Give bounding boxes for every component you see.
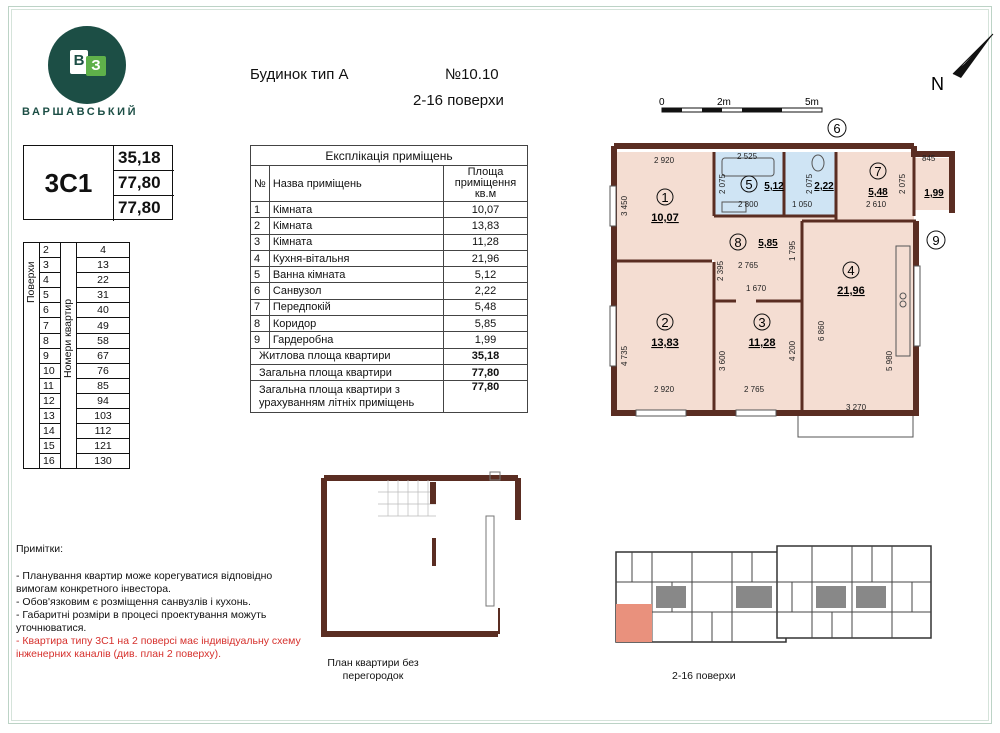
building-floor-plan [612,542,942,652]
floor-number: 6 [40,303,61,318]
dim-label: 1 670 [746,284,767,293]
dim-label: 5 980 [885,350,894,371]
dim-label: 4 735 [620,345,629,366]
col-name: Назва приміщень [269,166,443,202]
dim-label: 2 610 [866,200,887,209]
open-plan-drawing [318,468,528,648]
apartments-vertical-label: Номери квартир [61,243,77,469]
dim-label: 3 600 [718,350,727,371]
dim-label: 2 800 [738,200,759,209]
floor-number: 16 [40,454,61,469]
room-number: 9 [251,332,270,348]
dim-label: 2 765 [738,261,759,270]
dim-label: 2 075 [898,173,907,194]
room-9-area: 1,99 [924,188,944,199]
apartment-number: 76 [77,363,130,378]
dim-label: 2 765 [744,385,765,394]
total-summer-area: 77,80 [118,198,161,217]
apartment-code: 3С1 [24,146,114,221]
scale-5m: 5m [805,97,819,108]
total-area: 77,80 [114,171,174,196]
col-area: Площа приміщення кв.м [444,166,528,202]
floor-number: 10 [40,363,61,378]
col-number: № [251,166,270,202]
room-number: 8 [251,316,270,332]
apartment-number: 40 [77,303,130,318]
room-name: Санвузол [269,283,443,299]
room-area: 21,96 [444,250,528,266]
floor-plan-caption: 2-16 поверхи [672,670,736,682]
room-number: 1 [251,202,270,218]
room-6-number: 6 [833,121,841,136]
floor-number: 8 [40,333,61,348]
room-name: Кімната [269,218,443,234]
room-area: 5,85 [444,316,528,332]
dim-label: 3 270 [846,403,867,412]
room-4-area: 21,96 [837,285,865,297]
plan-number: №10.10 [445,66,499,83]
explication-row [251,250,528,266]
apartment-number: 49 [77,318,130,333]
apartment-number: 130 [77,454,130,469]
north-label: N [931,74,944,94]
room-3-area: 11,28 [748,337,776,349]
note-item: - Габаритні розміри в процесі проектування можуть уточнюватися. [16,609,267,634]
living-area: 35,18 [114,146,174,171]
explication-row [251,267,528,283]
apartment-number: 121 [77,439,130,454]
room-area: 2,22 [444,283,528,299]
logo-letter-z: З [86,56,106,76]
explication-row [251,218,528,234]
apartment-number: 85 [77,378,130,393]
room-4-number: 4 [847,263,855,278]
room-1-number: 1 [661,190,669,205]
apartment-number: 67 [77,348,130,363]
room-6-area: 2,22 [814,181,834,192]
room-5-area: 5,12 [764,181,784,192]
room-number: 6 [251,283,270,299]
notes-title: Примітки: [16,543,63,555]
dim-label: 4 200 [788,340,797,361]
room-name: Ванна кімната [269,267,443,283]
apartment-number: 103 [77,409,130,424]
room-area: 1,99 [444,332,528,348]
living-label: Житлова площа квартири [251,348,444,364]
apartment-number: 94 [77,393,130,408]
summer-value: 77,80 [444,381,528,413]
dim-label: 2 395 [716,260,725,281]
room-area: 5,12 [444,267,528,283]
room-3-number: 3 [758,315,766,330]
room-name: Кімната [269,234,443,250]
room-7-area: 5,48 [868,187,888,198]
living-value: 35,18 [444,348,528,364]
floor-number: 2 [40,243,61,258]
explication-row [251,202,528,218]
dim-label: 1 795 [788,240,797,261]
scale-2m: 2m [717,97,731,108]
room-area: 10,07 [444,202,528,218]
room-7-number: 7 [874,164,882,179]
summer-label: Загальна площа квартири з урахуванням літніх приміщень [251,381,444,413]
dim-label: 2 075 [805,173,814,194]
explication-row [251,299,528,315]
floors-range: 2-16 поверхи [413,92,504,109]
room-number: 5 [251,267,270,283]
logo-letter-v: В [70,50,88,74]
floor-number: 5 [40,288,61,303]
apartment-number: 58 [77,333,130,348]
building-type: Будинок тип А [250,66,349,83]
room-2-area: 13,83 [651,337,679,349]
apartment-floor-plan [596,116,966,446]
floor-number: 15 [40,439,61,454]
room-name: Кухня-вітальня [269,250,443,266]
note-item: - Обов'язковим є розміщення санвузлів і кухонь. [16,596,251,608]
room-area: 5,48 [444,299,528,315]
room-name: Кімната [269,202,443,218]
room-name: Коридор [269,316,443,332]
floor-number: 12 [40,393,61,408]
dim-label: 2 075 [718,173,727,194]
apartment-number: 31 [77,288,130,303]
explication-title: Експлікація приміщень [251,146,528,166]
floors-vertical-label: Поверхи [24,243,40,469]
note-item-red: - Квартира типу 3С1 на 2 поверсі має індивідуальну схему інженерних каналів (див. план 2 поверху). [16,635,301,660]
room-area: 11,28 [444,234,528,250]
room-number: 3 [251,234,270,250]
floor-number: 13 [40,409,61,424]
dim-label: 2 920 [654,156,675,165]
apartment-number: 22 [77,273,130,288]
dim-label: 2 920 [654,385,675,394]
room-8-area: 5,85 [758,238,778,249]
room-5-number: 5 [745,177,753,192]
scale-zero: 0 [659,97,665,108]
floor-number: 9 [40,348,61,363]
explication-row [251,316,528,332]
total-value: 77,80 [444,364,528,380]
dim-label: 845 [922,154,936,163]
brand-name: ВАРШАВСЬКИЙ [22,106,139,118]
brand-logo [48,26,126,104]
apartment-number: 4 [77,243,130,258]
apartment-highlight [616,604,652,642]
explication-row [251,234,528,250]
explication-row [251,332,528,348]
room-8-number: 8 [734,235,742,250]
explication-row [251,283,528,299]
floor-number: 3 [40,258,61,273]
dim-label: 3 450 [620,195,629,216]
room-9-number: 9 [932,233,940,248]
room-number: 7 [251,299,270,315]
floor-number: 7 [40,318,61,333]
room-2-number: 2 [661,315,669,330]
floor-number: 4 [40,273,61,288]
total-label: Загальна площа квартири [251,364,444,380]
floors-apartments-table [23,242,130,469]
floor-number: 11 [40,378,61,393]
dim-label: 6 860 [817,320,826,341]
dim-label: 1 050 [792,200,813,209]
room-name: Передпокій [269,299,443,315]
explication-table [250,145,528,413]
room-name: Гардеробна [269,332,443,348]
apartment-number: 13 [77,258,130,273]
north-arrow-icon [925,28,995,98]
room-number: 4 [251,250,270,266]
open-plan-caption: План квартири без перегородок [327,657,419,682]
note-item: - Планування квартир може корегуватися відповідно вимогам конкретного інвестора. [16,570,273,595]
apartment-summary-box [23,145,173,220]
room-1-area: 10,07 [651,212,679,224]
notes [16,543,306,661]
dim-label: 2 525 [737,152,758,161]
floor-row [24,243,130,258]
room-number: 2 [251,218,270,234]
room-area: 13,83 [444,218,528,234]
apartment-number: 112 [77,424,130,439]
floor-number: 14 [40,424,61,439]
